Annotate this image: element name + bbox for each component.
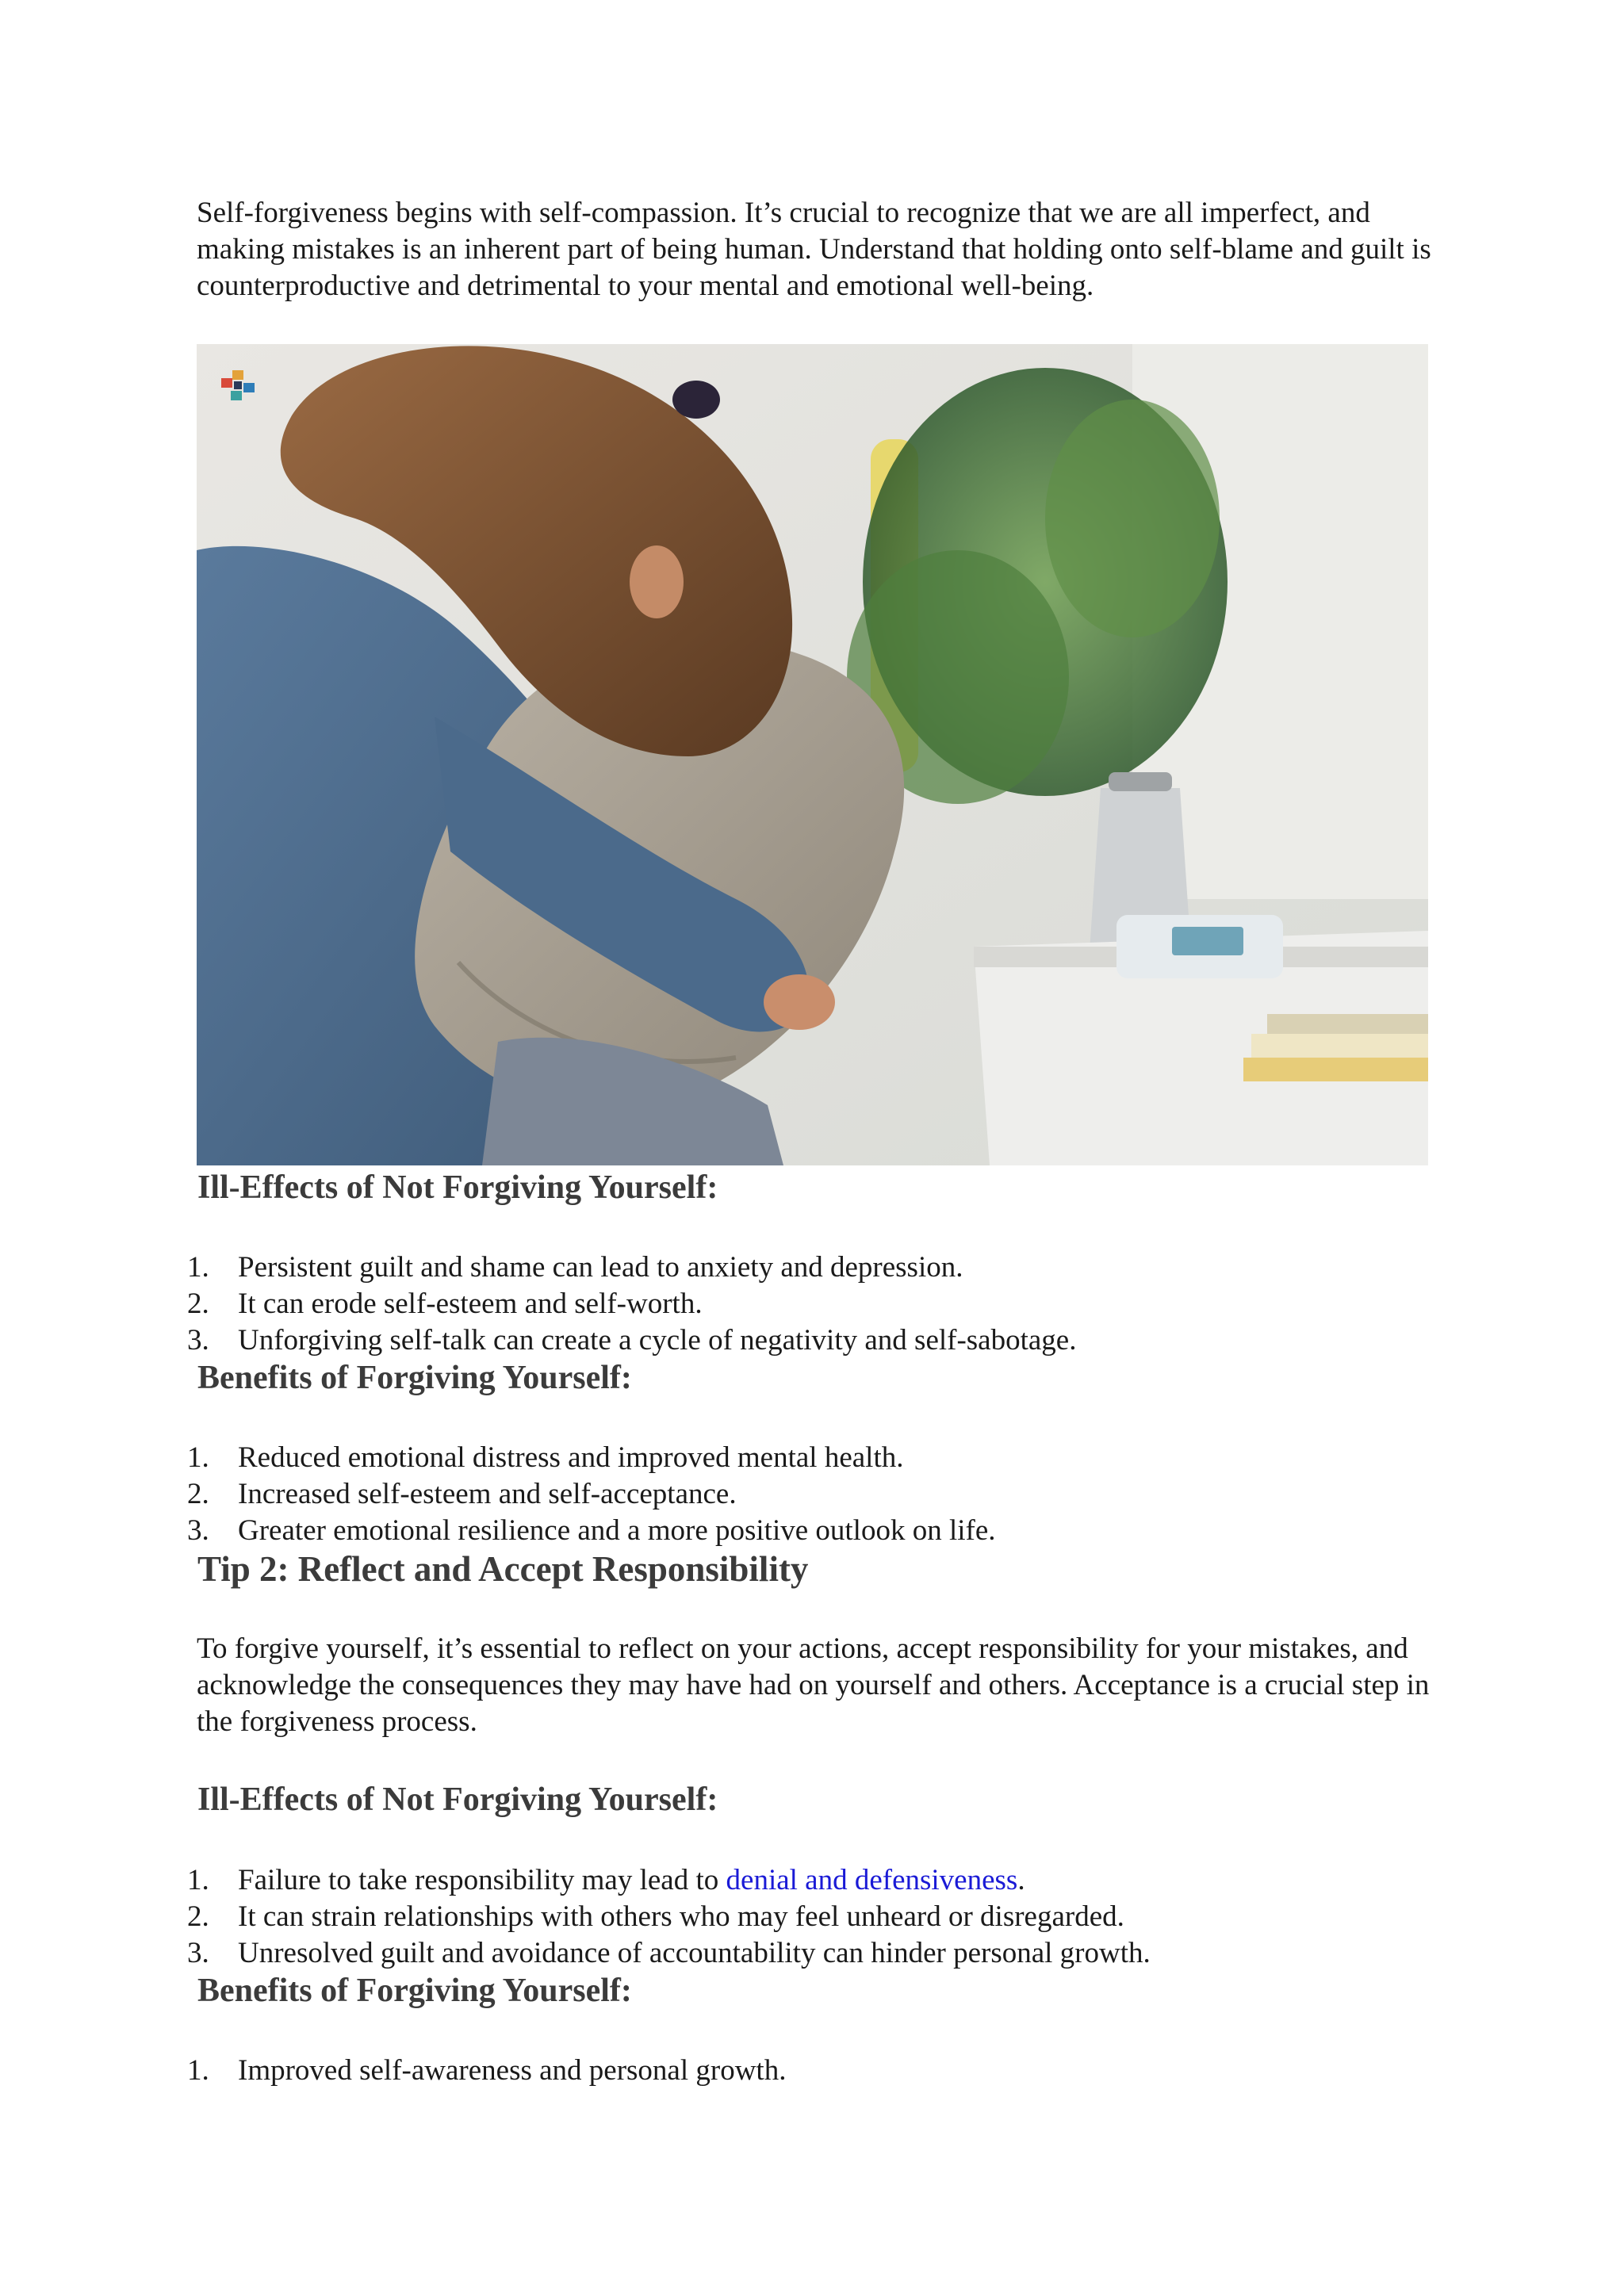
tip-paragraph: To forgive yourself, it’s essential to reflect on your actions, accept responsibility for your mistakes, and acknowledge the consequences they may have had on yourself and others. Acceptance is a crucial step in the forgiveness process. (197, 1632, 1430, 1738)
denial-link[interactable]: denial and defensiveness (726, 1864, 1018, 1896)
intro-paragraph: Self-forgiveness begins with self-compassion. It’s crucial to recognize that we are all imperfect, and making mistakes is an inherent part of being human. Understand that holding onto self-blame and guilt is counterproductive and detrimental to your mental and emotional well-being. (197, 197, 1431, 302)
article-photo (197, 344, 1428, 1165)
document-page: Self-forgiveness begins with self-compassion. It’s crucial to recognize that we are all imperfect, and making mistakes is an inherent part of being human. Understand that holding onto self-blame and guilt is counterproductive and detrimental to your mental and emotional well-being. Ill-Effects of Not Forgiving Yourself: 1. Persistent guilt and shame can lead to anxiety and depression. 2. It can erode self-esteem and self-worth. 3. Unforgiving self-talk can create a cycle of negativity and self-sabotage. Benefits of Forgiving Yourself: 1. Reduced emotional distress and improved mental health. 2. Increased self-esteem and self-acceptance. 3. Greater emotional resilience and a more positive outlook on life. Tip 2: Reflect and Accept Responsibility To forgive yourself, it’s essential to reflect on your actions, accept responsibility for your mistakes, and acknowledge the consequences they may have had on yourself and others. Acceptance is a crucial step in the forgiveness process. Ill-Effects of Not Forgiving Yourself: 1. Failure to take responsibility may lead to denial and defensiveness. 2. It can strain relationships with others who may feel unheard or disregarded. 3. Unresolved guilt and avoidance of accountability can hinder personal growth. Benefits of Forgiving Yourself: 1. Improved self-awareness and personal growth. (0, 0, 1624, 2296)
tip-heading: Tip 2: Reflect and Accept Responsibility (197, 1549, 809, 1589)
section-heading-ill-effects: Ill-Effects of Not Forgiving Yourself: (197, 1169, 718, 1206)
section-heading-benefits: Benefits of Forgiving Yourself: (197, 1360, 632, 1396)
section-heading-benefits: Benefits of Forgiving Yourself: (197, 1973, 632, 2009)
logo-icon (218, 367, 259, 408)
section-heading-ill-effects: Ill-Effects of Not Forgiving Yourself: (197, 1781, 718, 1818)
